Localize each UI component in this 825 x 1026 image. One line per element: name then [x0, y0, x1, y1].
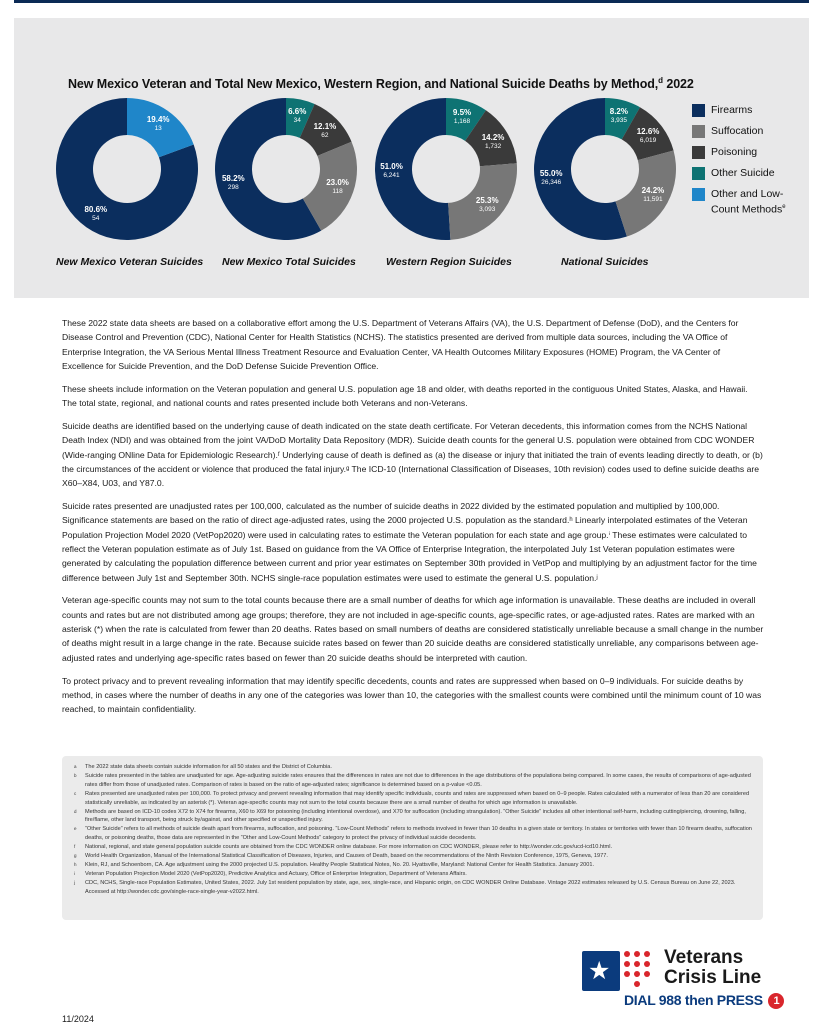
footnote-text: Methods are based on ICD-10 codes X72 to X74 for firearms, X60 to X69 for poisoning (including intentional overdose), and X70 for suffocation (including strangulation). “Other Suicide” includes all other intentional self-harm, including cutting/piercing, drowning, falling, fire/flame, other land transport, being struck by/against, and other specified or unspecified injury.	[85, 808, 746, 824]
footnote-text: CDC, NCHS, Single-race Population Estimates, United States, 2022. July 1st resident population by state, age, sex, single-race, and Hispanic origin, on CDC WONDER Online Database. Vintage 2022 estimates released by U.S. Census Bureau on June 22, 2023. Accessed at http://wonder.cdc.gov/single-race-single-year-v2022.html.	[85, 879, 736, 895]
slice-percent: 19.4%	[146, 115, 170, 125]
donut-caption: National Suicides	[561, 256, 649, 268]
paragraph: These 2022 state data sheets are based on a collaborative effort among the U.S. Department of Veterans Affairs (VA), the U.S. Department of Defense (DoD), and the Centers for Disease Control and Prevention (CDC), National Center for Health Statistics (NCHS). The statistics presented are derived from multiple data sources, including the VA Office of Enterprise Integration, the VA Serious Mental Illness Treatment Resource and Evaluation Center, VA Health Outcomes Military Exposures (HOME) Program, the VA Center of Excellence for Suicide Prevention, and the DoD Defense Suicide Prevention Office.	[62, 318, 739, 371]
footnote-mark: f	[74, 844, 76, 850]
footnote	[74, 861, 755, 870]
slice-count: 6,019	[639, 136, 657, 144]
footnote	[74, 879, 755, 897]
footnote-mark: d	[74, 808, 77, 814]
slice-count: 62	[321, 131, 329, 139]
footnote	[74, 870, 755, 879]
paragraph: Suicide deaths are identified based on the underlying cause of death indicated on the state death certificate. For Veteran decedents, this information comes from the NCHS National Death Index (NDI) and was obtained from the joint VA/DoD Mortality Data Repository (MDR). Suicide death counts for the general U.S. population were obtained from CDC WONDER (Wide-ranging ONline Data for Epidemiologic Research).ᶠ Underlying cause of death is defined as (a) the disease or injury that initiated the train of events leading directly to death, or (b) the circumstances of the accident or violence that produced the fatal injury.ᵍ The ICD-10 (International Classification of Diseases, 10th revision) codes used to define suicide deaths are X60–X84, U03, and Y87.0.	[62, 420, 763, 489]
footnote-text: Suicide rates presented in the tables are unadjusted for age. Age-adjusting suicide rates ensures that the differences in rates are not due to differences in the age distributions of the populations being compared. In some cases, the results of comparisons of age-adjusted rates differ from those of unadjusted rates. Comparison of rates is based on the ratio of age-adjusted rates; significance is determined based on a p-value <0.05.	[85, 772, 751, 788]
legend-swatch	[692, 125, 705, 138]
slice-percent: 12.6%	[636, 126, 660, 136]
slice-label	[635, 186, 671, 204]
slice-count: 34	[293, 116, 301, 124]
footnote-mark: c	[74, 790, 77, 796]
slice-percent: 58.2%	[221, 173, 245, 183]
body-text	[62, 316, 764, 725]
publication-date: 11/2024	[62, 1014, 94, 1024]
slice-label	[374, 162, 410, 180]
donut-caption: New Mexico Total Suicides	[222, 256, 356, 268]
slice-label	[307, 122, 343, 140]
footnote	[74, 808, 755, 826]
legend-swatch	[692, 146, 705, 159]
slice-label	[320, 178, 356, 196]
slice-label	[601, 107, 637, 125]
donut-chart	[375, 98, 517, 240]
legend-item-suffocation	[692, 125, 802, 138]
top-rule	[14, 0, 809, 3]
footnote-mark: i	[74, 870, 75, 876]
paragraph: These sheets include information on the Veteran population and general U.S. population age 18 and older, with deaths reported in the contiguous United States, Alaska, and Hawaii. The total state, regional, and national counts and rates presented include both Veterans and non-Veterans.	[62, 383, 748, 409]
slice-percent: 9.5%	[452, 107, 472, 117]
footnote-text: World Health Organization, Manual of the International Statistical Classification of Diseases, Injuries, and Causes of Death, based on the recommendations of the Ninth Revision Conference, 1975, Geneva, 1977.	[85, 853, 608, 860]
paragraph: To protect privacy and to prevent revealing information that may identify specific decedents, counts and rates are suppressed when based on 0–9 individuals. For suicide deaths by method, in cases where the number of deaths in any one of the categories was lower than 10, the categories with the smallest counts were combined until the minimum count of 10 was reached, to maintain confidentiality.	[62, 675, 762, 715]
slice-label	[140, 115, 176, 133]
footnote-text: Rates presented are unadjusted rates per 100,000. To protect privacy and prevent revealing information that may identify specific individuals, counts and rates are suppressed when based on 0–9 people. Rates calculated with a numerator of less than 20 are considered statistically unreliable, as indicated by an asterisk (*). Veteran age-specific counts may not sum to the total counts because there are a small number of deaths for which age information is unavailable.	[85, 790, 750, 806]
footnote-text: National, regional, and state general population suicide counts are obtained from the CDC WONDER online database. For more information on CDC WONDER, please refer to http://wonder.cdc.gov/ucd-icd10.html.	[85, 844, 613, 851]
slice-percent: 8.2%	[609, 107, 628, 117]
legend-swatch	[692, 104, 705, 117]
slice-count: 54	[92, 214, 100, 222]
footnote-mark: g	[74, 853, 77, 859]
footnote-text: Veteran Population Projection Model 2020 (VetPop2020), Predictive Analytics and Actuary, Office of Enterprise Integration, Department of Veterans Affairs.	[85, 870, 467, 877]
slice-percent: 6.6%	[288, 106, 307, 116]
footnote-mark: b	[74, 772, 77, 778]
legend-swatch	[692, 167, 705, 180]
footnote	[74, 843, 755, 852]
slice-percent: 23.0%	[326, 177, 349, 187]
footnote-text: The 2022 state data sheets contain suicide information for all 50 states and the District of Columbia.	[85, 764, 332, 770]
footnote	[74, 852, 755, 861]
footnote	[74, 772, 755, 790]
paragraph: Veteran age-specific counts may not sum to the total counts because there are a small number of deaths for which age information is unavailable. These deaths are included in overall counts and rates but are not distributed among age groups; therefore, they are not included in age-specific counts, age-specific rates, or age-adjusted rates. Rates are marked with an asterisk (*) when the rate is calculated from fewer than 20 deaths. Rates based on small numbers of deaths are considered statistically unreliable because a small change in the number of deaths might result in a large change in the rate. Because suicide rates based on fewer than 20 suicide deaths are considered statistically unreliable, any comparisons between age-adjusted rates and underlying age-specific rates based on fewer than 20 suicide deaths should be interpreted with caution.	[62, 595, 764, 663]
legend-label: Poisoning	[711, 146, 758, 158]
legend-item-other-suicide	[692, 167, 802, 180]
footnote-text: “Other Suicide” refers to all methods of suicide death apart from firearms, suffocation, and poisoning. “Low-Count Methods” refers to methods involved in fewer than 10 deaths in a given state or territory. In states or territories with fewer than 10 firearm deaths, suffocation deaths, or poisoning deaths, those data are represented in the “Other and Low-Count Methods” category to protect the privacy of individual suicide decedents.	[85, 826, 752, 842]
slice-count: 6,241	[383, 171, 400, 179]
logo-line-1: Veterans	[664, 947, 744, 968]
footnote	[74, 825, 755, 843]
slice-percent: 25.3%	[475, 195, 499, 205]
legend-label: Other and Low-Count Methods$^e$	[711, 188, 786, 216]
flag-icon	[582, 951, 620, 991]
slice-label	[78, 205, 114, 223]
footnote-text: Klein, RJ, and Schoenborn, CA. Age adjustment using the 2000 projected U.S. population. Healthy People Statistical Notes, No. 20. Hyattsville, Maryland: National Center for Health Statistics. January 2001.	[85, 861, 594, 868]
footnote	[74, 763, 755, 772]
slice-count: 1,168	[453, 117, 471, 125]
legend-label: Suffocation	[711, 125, 764, 137]
slice-count: 3,093	[479, 205, 496, 213]
donut-caption: Western Region Suicides	[386, 256, 512, 268]
slice-label	[215, 174, 251, 192]
slice-count: 26,346	[541, 178, 562, 186]
dots-icon	[624, 951, 658, 991]
logo-line-2: Crisis Line	[664, 967, 762, 988]
chart-legend	[692, 104, 802, 225]
legend-item-firearms	[692, 104, 802, 117]
footnotes-box	[62, 756, 763, 920]
legend-item-other-low-count	[692, 188, 802, 217]
press-number-badge: 1	[768, 993, 784, 1009]
slice-percent: 51.0%	[380, 161, 403, 171]
slice-label	[630, 127, 666, 145]
slice-label	[475, 133, 511, 151]
slice-percent: 12.1%	[313, 121, 337, 131]
slice-label	[469, 196, 505, 214]
footnote	[74, 790, 755, 808]
slice-count: 298	[227, 183, 239, 191]
slice-count: 3,935	[610, 117, 628, 125]
footnote-mark: h	[74, 861, 77, 867]
slice-count: 118	[332, 187, 343, 195]
donut-chart	[534, 98, 676, 240]
dial-instruction: DIAL 988 then PRESS 1	[624, 992, 784, 1009]
donut-chart	[215, 98, 357, 240]
paragraph: Suicide rates presented are unadjusted rates per 100,000, calculated as the number of suicide deaths in 2022 divided by the estimated population and multiplied by 100,000. Significance statements are based on the ratio of direct age-adjusted rates, using the 2000 projected U.S. population as the standard.ʰ Linearly interpolated estimates of the Veteran Population Projection Model 2020 (VetPop2020) were used in calculating rates to estimate the Veteran population for each state and age group.ⁱ These estimates were calculated to reflect the Veteran population estimate as of July 1st. Based on guidance from the VA Office of Enterprise Integration, the interpolated July 1st Veteran population estimates were generated by calculating the population difference between current and prior year estimates on September 30th provided in VetPop and multiplying by an adjustment factor for the time difference between July 1st and September 30th. NCHS single-race population estimates were used to estimate the general U.S. population.ʲ	[62, 501, 757, 583]
slice-count: 1,732	[484, 142, 502, 150]
slice-count: 11,591	[643, 195, 663, 203]
slice-percent: 80.6%	[84, 204, 108, 214]
footnote-mark: e	[74, 826, 77, 832]
donut-chart	[56, 98, 198, 240]
footnote-mark: a	[74, 764, 77, 769]
legend-label: Firearms	[711, 104, 753, 116]
star-icon: ★	[588, 957, 611, 985]
footnote-mark: j	[74, 879, 75, 885]
slice-label	[533, 169, 569, 187]
legend-label: Other Suicide	[711, 167, 775, 179]
donut-caption: New Mexico Veteran Suicides	[56, 256, 204, 268]
slice-count: 13	[154, 125, 162, 133]
legend-item-poisoning	[692, 146, 802, 159]
slice-label	[444, 108, 480, 126]
chart-title: New Mexico Veteran and Total New Mexico, Western Region, and National Suicide Deaths by Method,$^d$ 2022	[68, 76, 694, 92]
legend-swatch	[692, 188, 705, 201]
slice-percent: 55.0%	[539, 168, 563, 178]
veterans-crisis-line-logo	[582, 947, 780, 1010]
slice-percent: 14.2%	[481, 132, 505, 142]
slice-percent: 24.2%	[641, 185, 665, 195]
